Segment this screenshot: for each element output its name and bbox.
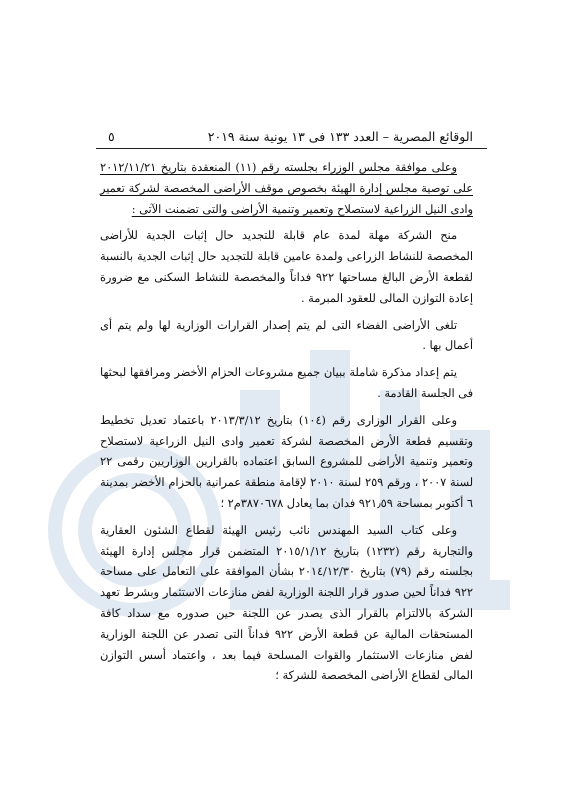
- paragraph-3: تلغى الأراضى الفضاء التى لم يتم إصدار القرارات الوزارية لها ولم يتم أى أعمال بها .: [100, 318, 473, 353]
- page-header: [108, 129, 473, 144]
- header-divider: [96, 148, 487, 149]
- header-title: الوقائع المصرية – العدد ١٣٣ فى ١٣ يونية سنة ٢٠١٩: [207, 129, 473, 144]
- paragraph-1: وعلى موافقة مجلس الوزراء بجلسته رقم (١١) المنعقدة بتاريخ ٢٠١٢/١١/٢١ على توصية مجلس إدارة الهيئة بخصوص موقف الأراضى المخصصة لشركة تعمير وادى النيل الزراعية لاستصلاح وتعمير وتنمية الأراضى والتى تضمنت الآتى :: [100, 161, 473, 216]
- page-number: ٥: [108, 129, 115, 144]
- paragraph-4: يتم إعداد مذكرة شاملة ببيان جميع مشروعات الحزام الأخضر ومرافقها لبحثها فى الجلسة القادمة .: [100, 366, 473, 400]
- paragraph-6: وعلى كتاب السيد المهندس نائب رئيس الهيئة لقطاع الشئون العقارية والتجارية رقم (١٢٣٢) بتاريخ ٢٠١٥/١/١٢ المتضمن قرار مجلس إدارة الهيئة بجلسته رقم (٧٩) بتاريخ ٢٠١٤/١٢/٣٠ بشأن الموافقة على التعامل على مساحة ٩٢٢ فداناً لحين صدور قرار اللجنة الوزارية لفض منازعات الاستثمار وبشرط تعهد الشركة بالالتزام بالقرار الذى يصدر عن اللجنة حين صدوره مع سداد كافة المستحقات المالية عن قطعة الأرض ٩٢٢ فداناً التى تصدر عن اللجنة الوزارية لفض منازعات الاستثمار والقوات المسلحة فيما بعد ، واعتماد أسس التوازن المالى لقطاع الأراضى المخصصة للشركة ؛: [100, 523, 474, 683]
- paragraph-5: وعلى القرار الوزارى رقم (١٠٤) بتاريخ ٢٠١٣/٣/١٢ باعتماد تعديل تخطيط وتقسيم قطعة الأرض المخصصة لشركة تعمير وادى النيل الزراعية لاستصلاح وتعمير وتنمية الأراضى للمشروع السابق اعتماده بالقرارين الوزاريين رقمى ٢٢ لسنة ٢٠٠٧ ، ورقم ٢٥٩ لسنة ٢٠١٠ لإقامة منطقة عمرانية بالحزام الأخضر بمدينة ٦ أكتوبر بمساحة ٩٢١٫٥٩ فدان بما يعادل ٣٨٧٠٦٧٨م٢ ؛: [100, 413, 474, 510]
- paragraph-2: منح الشركة مهلة لمدة عام قابلة للتجديد حال إثبات الجدية للأراضى المخصصة للنشاط الزراعى ولمدة عامين قابلة للتجديد حال إثبات الجدية بالنسبة لقطعة الأرض البالغ مساحتها ٩٢٢ فداناً والمخصصة للنشاط السكنى مع ضرورة إعادة التوازن المالى للعقود المبرمة .: [100, 229, 473, 305]
- document-body: [100, 158, 473, 693]
